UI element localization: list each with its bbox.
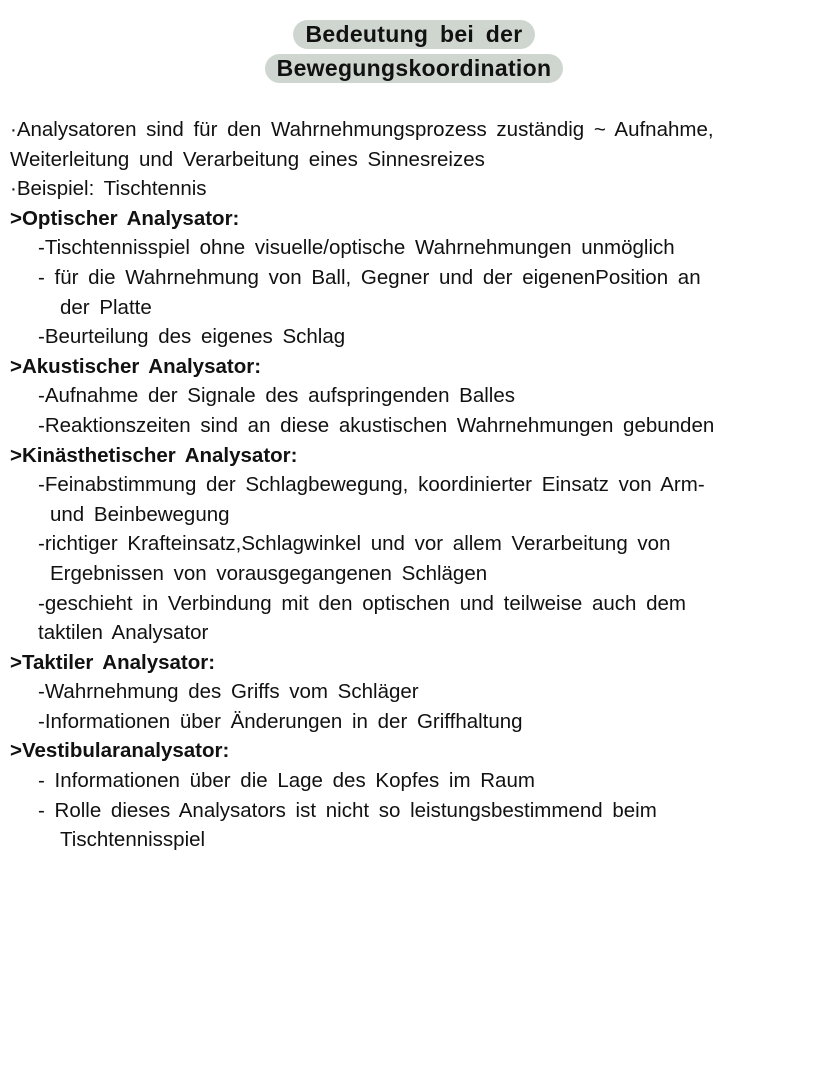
- list-item: -Feinabstimmung der Schlagbewegung, koordinierter Einsatz von Arm-: [38, 473, 705, 497]
- list-item: - für die Wahrnehmung von Ball, Gegner und der eigenenPosition an: [38, 265, 701, 289]
- intro-line: ·Beispiel: Tischtennis: [10, 177, 207, 201]
- list-item: -Beurteilung des eigenes Schlag: [38, 325, 346, 349]
- list-item: - Rolle dieses Analysators ist nicht so leistungsbestimmend beim: [38, 798, 657, 822]
- intro-line: Weiterleitung und Verarbeitung eines Sinnesreizes: [10, 147, 485, 171]
- list-item: -geschieht in Verbindung mit den optischen und teilweise auch dem: [38, 591, 686, 615]
- section-heading-kinaesthetisch: >Kinästhetischer Analysator:: [10, 443, 298, 467]
- list-item-continuation: Ergebnissen von vorausgegangenen Schlägen: [50, 561, 488, 585]
- list-item-continuation: und Beinbewegung: [50, 502, 230, 526]
- section-heading-optisch: >Optischer Analysator:: [10, 206, 240, 230]
- list-item-continuation: Tischtennisspiel: [60, 828, 206, 852]
- section-heading-taktil: >Taktiler Analysator:: [10, 650, 216, 674]
- list-item: -Informationen über Änderungen in der Griffhaltung: [38, 709, 523, 733]
- list-item: -Wahrnehmung des Griffs vom Schläger: [38, 680, 419, 704]
- title-line-1: [0, 20, 828, 49]
- section-heading-vestibular: >Vestibularanalysator:: [10, 739, 230, 763]
- list-item: -Aufnahme der Signale des aufspringenden Balles: [38, 384, 515, 408]
- list-item-continuation: taktilen Analysator: [38, 621, 209, 645]
- section-heading-akustisch: >Akustischer Analysator:: [10, 354, 262, 378]
- intro-line: ·Analysatoren sind für den Wahrnehmungsprozess zuständig ~ Aufnahme,: [10, 118, 714, 141]
- title-line-2: [0, 54, 828, 83]
- list-item: -Reaktionszeiten sind an diese akustischen Wahrnehmungen gebunden: [38, 413, 715, 437]
- title-pill: Bedeutung bei der: [293, 20, 534, 49]
- list-item: -Tischtennisspiel ohne visuelle/optische Wahrnehmungen unmöglich: [38, 236, 675, 260]
- list-item: -richtiger Krafteinsatz,Schlagwinkel und vor allem Verarbeitung von: [38, 532, 671, 556]
- list-item: - Informationen über die Lage des Kopfes im Raum: [38, 769, 535, 793]
- document-body: [10, 115, 820, 855]
- list-item-continuation: der Platte: [60, 295, 152, 319]
- title-pill: Bewegungskoordination: [265, 54, 564, 83]
